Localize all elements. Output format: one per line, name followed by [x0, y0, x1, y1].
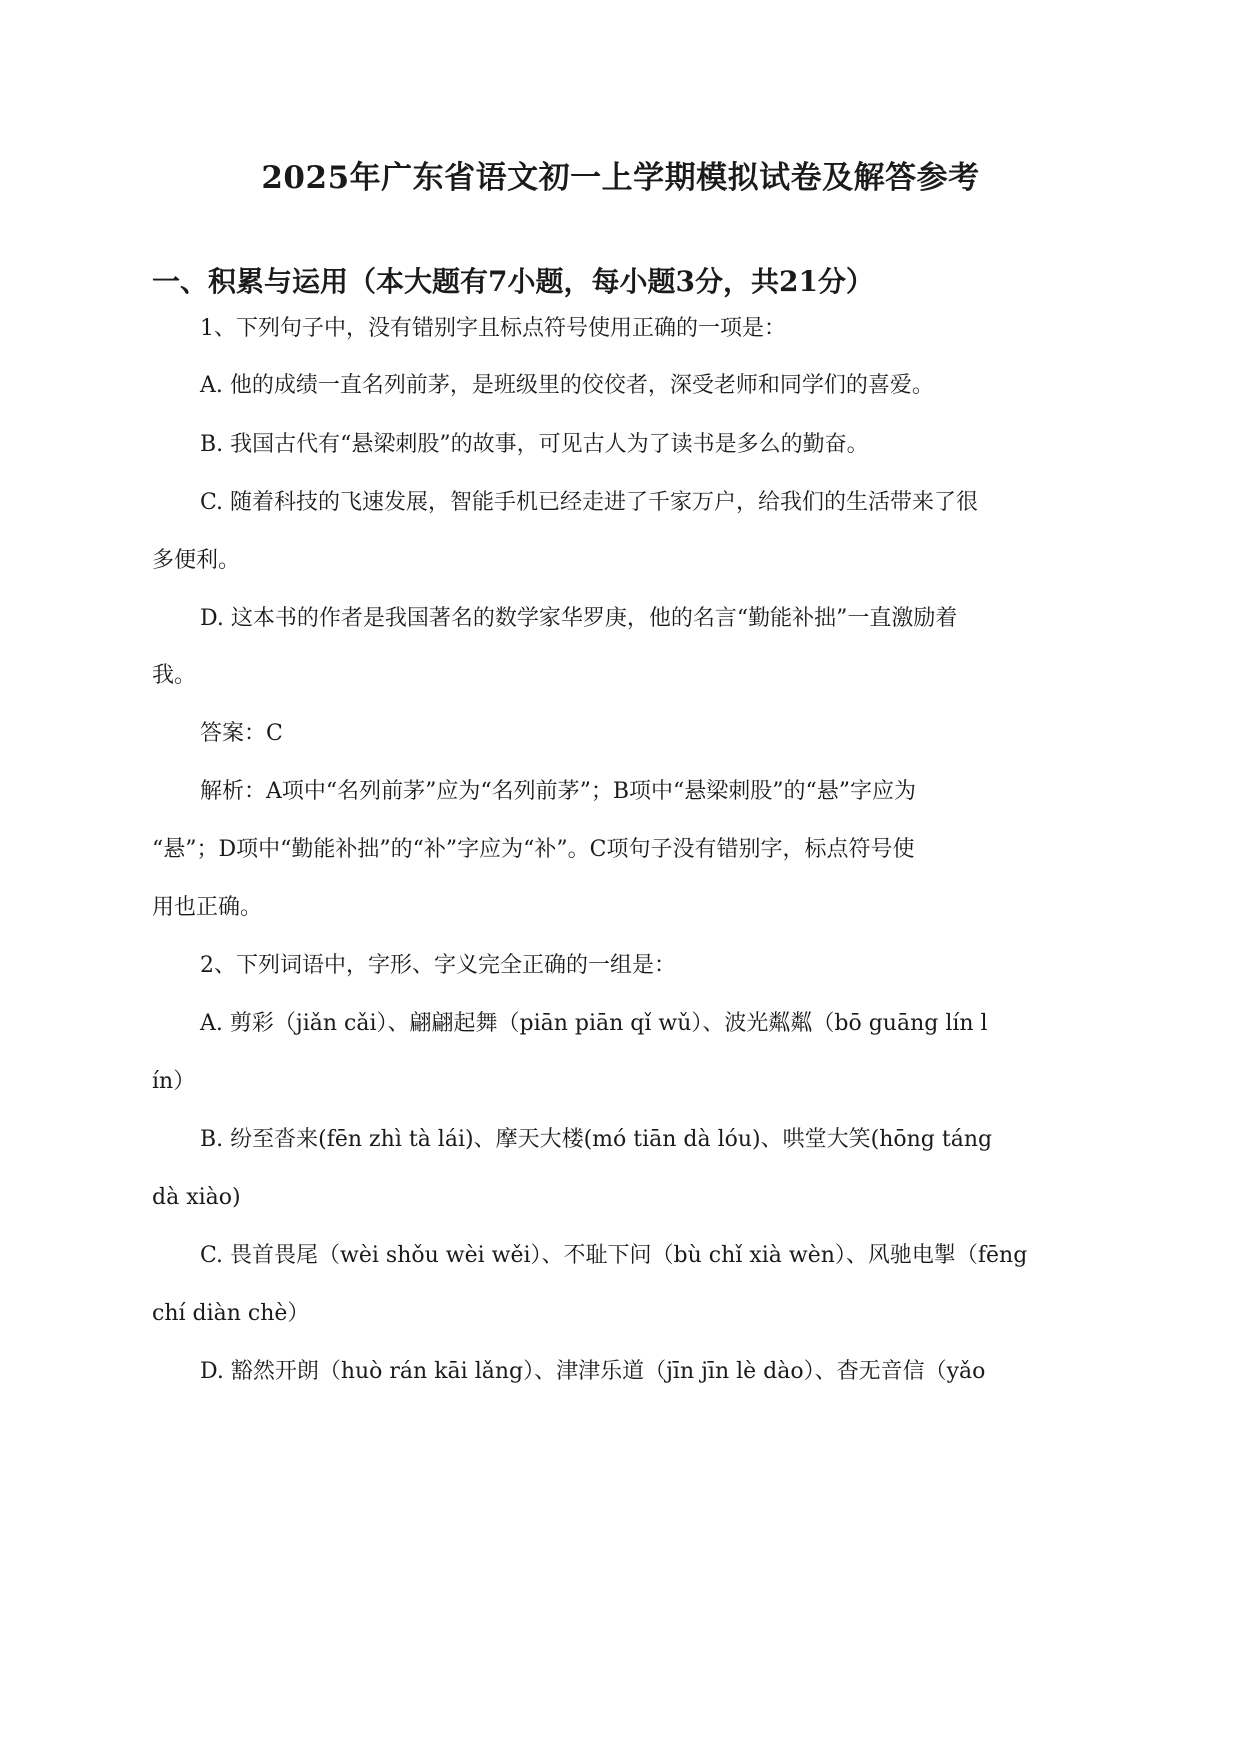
question-2-option-b: B. 纷至沓来(fēn zhì tà lái)、摩天大楼(mó tiān dà lóu)、哄堂大笑(hōng táng	[200, 1127, 993, 1152]
question-1-option-c: C. 随着科技的飞速发展，智能手机已经走进了千家万户，给我们的生活带来了很	[200, 490, 979, 515]
question-1-option-a: A. 他的成绩一直名列前茅，是班级里的佼佼者，深受老师和同学们的喜爱。	[200, 373, 934, 398]
question-1-stem: 1、下列句子中，没有错别字且标点符号使用正确的一项是：	[200, 316, 786, 341]
question-2-option-a-cont: ín）	[152, 1069, 196, 1094]
question-2-option-c-cont: chí diàn chè）	[152, 1301, 310, 1326]
question-2-option-c: C. 畏首畏尾（wèi shǒu wèi wěi）、不耻下问（bù chǐ xià wèn）、风驰电掣（fēng	[200, 1243, 1028, 1268]
question-1-option-d-cont: 我。	[152, 663, 197, 688]
question-1-option-b: B. 我国古代有“悬梁刺股”的故事，可见古人为了读书是多么的勤奋。	[200, 432, 869, 457]
question-2-stem: 2、下列词语中，字形、字义完全正确的一组是：	[200, 953, 676, 978]
question-2-option-a: A. 剪彩（jiǎn cǎi）、翩翩起舞（piān piān qǐ wǔ）、波光粼粼（bō guāng lín l	[200, 1011, 988, 1036]
section-heading: 一、积累与运用（本大题有7小题，每小题3分，共21分）	[152, 265, 874, 298]
question-1-option-c-cont: 多便利。	[152, 548, 241, 573]
question-1-option-d: D. 这本书的作者是我国著名的数学家华罗庚，他的名言“勤能补拙”一直激励着	[200, 606, 958, 631]
question-1-analysis-cont: 用也正确。	[152, 895, 263, 920]
question-1-analysis-cont: “悬”；D项中“勤能补拙”的“补”字应为“补”。C项句子没有错别字，标点符号使	[152, 837, 915, 862]
question-1-answer: 答案：C	[200, 721, 283, 746]
question-1-analysis: 解析：A项中“名列前茅”应为“名列前茅”；B项中“悬梁刺股”的“悬”字应为	[200, 779, 917, 804]
question-2-option-d: D. 豁然开朗（huò rán kāi lǎng）、津津乐道（jīn jīn lè dào）、杳无音信（yǎo	[200, 1359, 986, 1384]
question-2-option-b-cont: dà xiào)	[152, 1185, 241, 1210]
document-title: 2025年广东省语文初一上学期模拟试卷及解答参考	[261, 160, 980, 196]
